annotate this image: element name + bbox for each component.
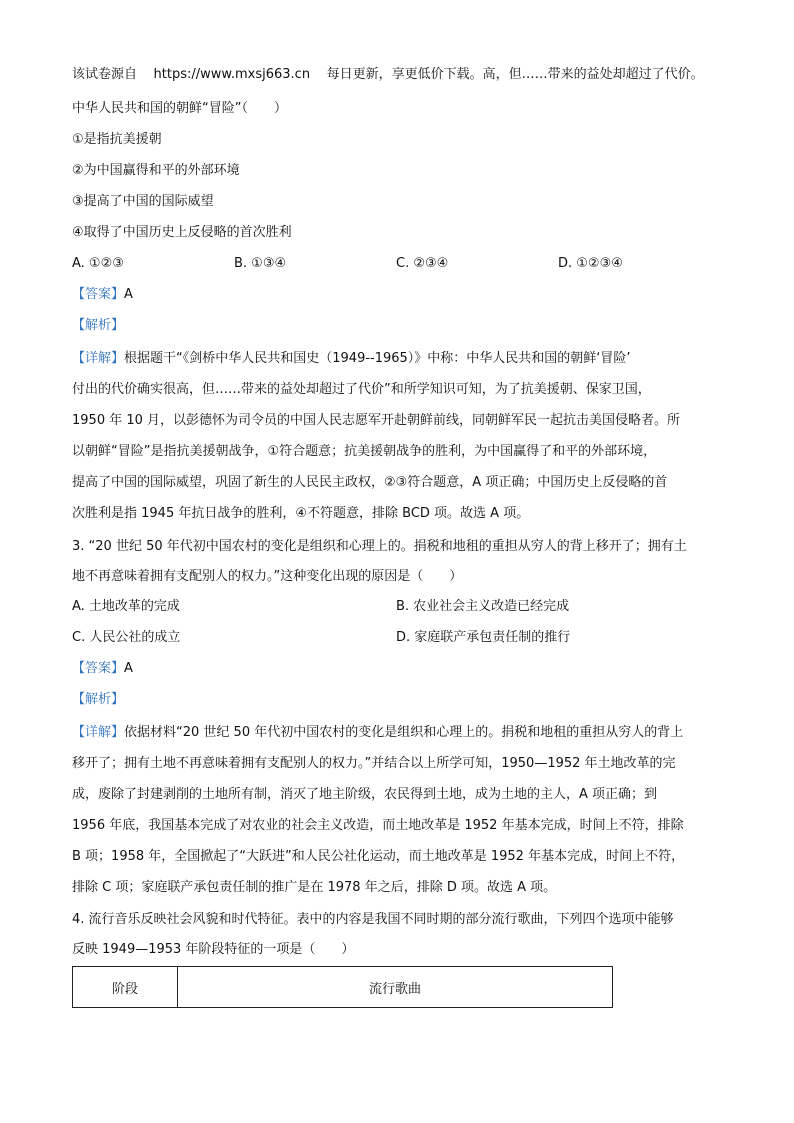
q3-detail-line-5: B 项；1958 年，全国掀起了“大跃进”和人民公社化运动，而土地改革是 1952 年基本完成，时间上不符， (72, 849, 685, 864)
q3-analysis-label: 【解析】 (72, 692, 125, 707)
table-header-row (73, 967, 613, 1008)
q2-item-2: ②为中国赢得和平的外部环境 (72, 163, 240, 178)
q4-stem-line-1: 4. 流行音乐反映社会风貌和时代特征。表中的内容是我国不同时期的部分流行歌曲，下列四个选项中能够 (72, 912, 674, 927)
q3-stem-line-2: 地不再意味着拥有支配别人的权力。”这种变化出现的原因是（ ） (72, 569, 463, 584)
q3-answer (72, 660, 133, 678)
q2-detail-line-2: 付出的代价确实很高，但……带来的益处却超过了代价”和所学知识可知，为了抗美援朝、保家卫国， (72, 382, 651, 397)
q2-detail-line-6: 次胜利是指 1945 年抗日战争的胜利，④不符题意，排除 BCD 项。故选 A 项。 (72, 506, 530, 521)
detail-text: 根据题干“《剑桥中华人民共和国史（1949--1965）》中称：中华人民共和国的朝鲜‘冒险’ (124, 351, 631, 366)
q4-table (72, 966, 613, 1008)
q2-option-c: C. ②③④ (396, 256, 449, 271)
source-header (72, 66, 704, 84)
source-prefix: 该试卷源自 (72, 67, 138, 82)
table-header-songs: 流行歌曲 (178, 967, 613, 1008)
q2-item-1: ①是指抗美援朝 (72, 132, 162, 147)
source-suffix: 每日更新，享更低价下载。高，但……带来的益处却超过了代价。 (326, 67, 704, 82)
q3-detail-line-6: 排除 C 项；家庭联产承包责任制的推广是在 1978 年之后，排除 D 项。故选 A 项。 (72, 880, 557, 895)
q2-answer (72, 286, 133, 304)
q2-detail-line-4: 以朝鲜“冒险”是指抗美援朝战争，①符合题意；抗美援朝战争的胜利，为中国赢得了和平的外部环境， (72, 444, 657, 459)
detail-label: 【详解】 (72, 725, 125, 740)
q2-item-3: ③提高了中国的国际威望 (72, 194, 214, 209)
q3-detail-line-1 (72, 724, 683, 742)
q4-stem-line-2: 反映 1949—1953 年阶段特征的一项是（ ） (72, 942, 355, 957)
detail-label: 【详解】 (72, 351, 125, 366)
q2-detail-line-5: 提高了中国的国际威望，巩固了新生的人民民主政权，②③符合题意，A 项正确；中国历史上反侵略的首 (72, 475, 668, 490)
q3-option-d: D. 家庭联产承包责任制的推行 (396, 630, 571, 645)
answer-value: A (124, 661, 133, 676)
q3-detail-line-4: 1956 年底，我国基本完成了对农业的社会主义改造，而土地改革是 1952 年基本完成，时间上不符，排除 (72, 818, 684, 833)
answer-label: 【答案】 (72, 287, 125, 302)
detail-text: 依据材料“20 世纪 50 年代初中国农村的变化是组织和心理上的。捐税和地租的重担从穷人的背上 (124, 725, 684, 740)
q3-stem-line-1: 3. “20 世纪 50 年代初中国农村的变化是组织和心理上的。捐税和地租的重担从穷人的背上移开了；拥有土 (72, 539, 687, 554)
q2-detail-line-1 (72, 350, 631, 368)
q2-stem: 中华人民共和国的朝鲜“冒险”（ ） (72, 101, 287, 116)
answer-label: 【答案】 (72, 661, 125, 676)
q2-item-4: ④取得了中国历史上反侵略的首次胜利 (72, 225, 292, 240)
q3-option-c: C. 人民公社的成立 (72, 630, 181, 645)
q3-detail-line-3: 成，废除了封建剥削的土地所有制，消灭了地主阶级，农民得到土地，成为土地的主人，A 项正确；到 (72, 787, 658, 802)
q2-option-d: D. ①②③④ (558, 256, 623, 271)
table-header-stage: 阶段 (73, 967, 178, 1008)
q2-detail-line-3: 1950 年 10 月，以彭德怀为司令员的中国人民志愿军开赴朝鲜前线，同朝鲜军民一起抗击美国侵略者。所 (72, 413, 681, 428)
q2-option-b: B. ①③④ (234, 256, 287, 271)
answer-value: A (124, 287, 133, 302)
q3-option-b: B. 农业社会主义改造已经完成 (396, 599, 570, 614)
q3-option-a: A. 土地改革的完成 (72, 599, 180, 614)
q3-detail-line-2: 移开了；拥有土地不再意味着拥有支配别人的权力。”并结合以上所学可知，1950—1952 年土地改革的完 (72, 756, 676, 771)
q2-option-a: A. ①②③ (72, 256, 124, 271)
q2-analysis-label: 【解析】 (72, 318, 125, 333)
source-link[interactable]: https://www.mxsj663.cn (153, 67, 311, 82)
